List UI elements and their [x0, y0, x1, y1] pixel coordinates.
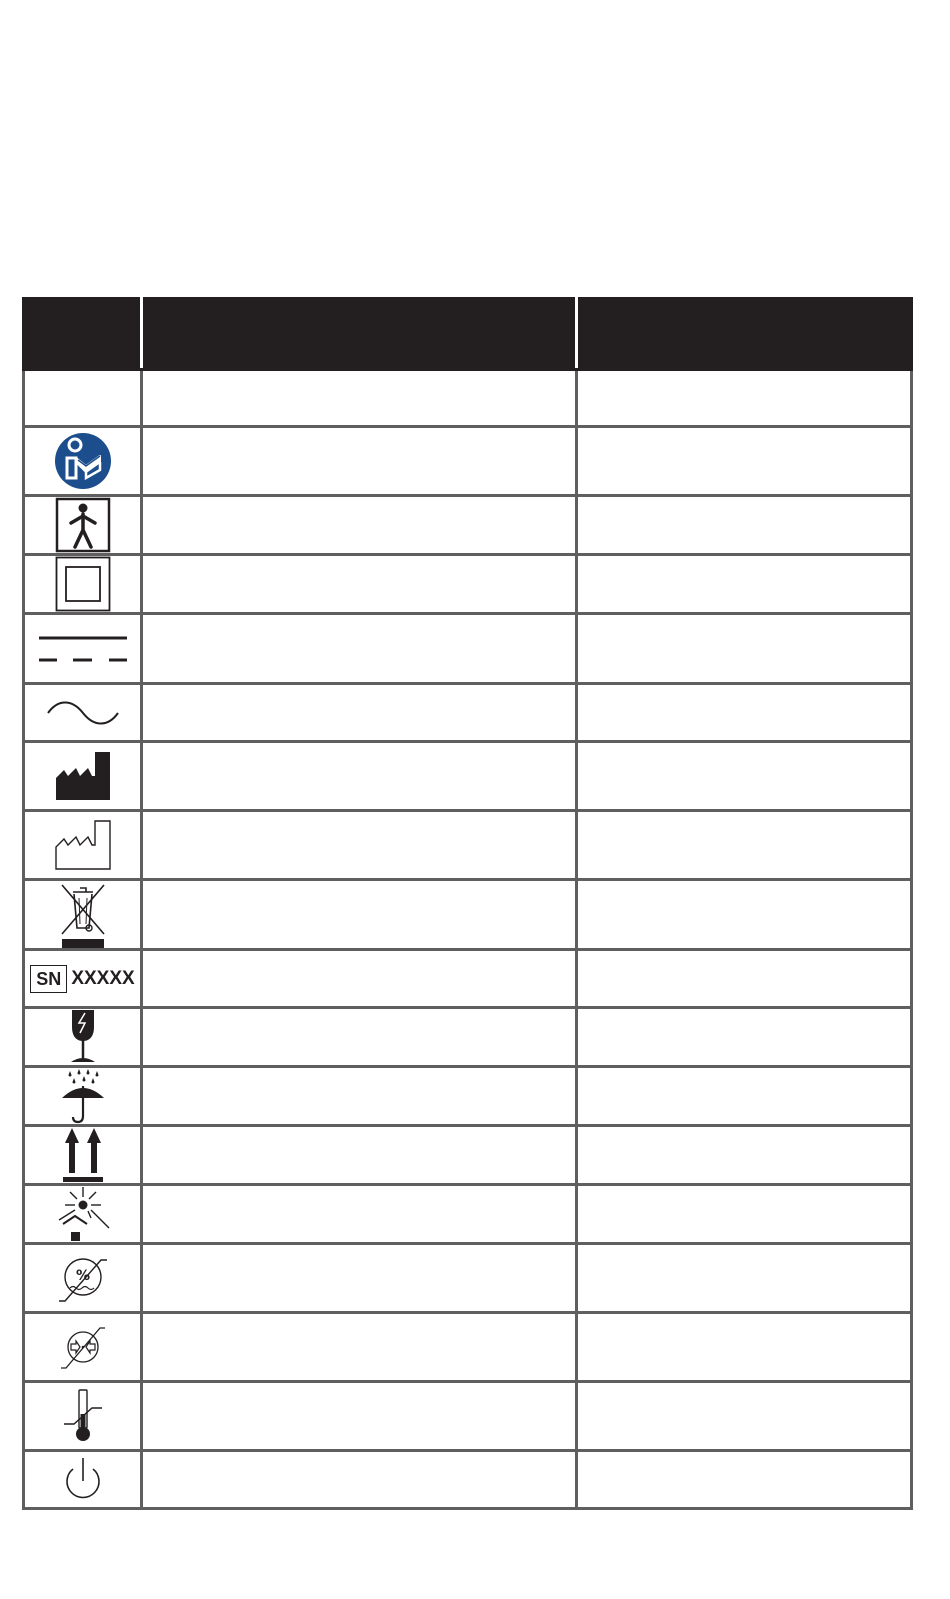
title-cell — [142, 1067, 577, 1126]
table-row — [24, 1382, 912, 1451]
title-cell — [142, 1451, 577, 1509]
description-cell — [577, 1382, 912, 1451]
header-symbol — [24, 299, 142, 370]
description-cell — [577, 555, 912, 614]
symbol-cell — [24, 1313, 142, 1382]
title-cell — [142, 811, 577, 880]
title-cell — [142, 614, 577, 684]
table-row — [24, 555, 912, 614]
table-row — [24, 496, 912, 555]
symbol-cell — [24, 742, 142, 811]
direct-current-icon — [38, 632, 128, 666]
symbol-cell — [24, 1126, 142, 1185]
description-cell — [577, 370, 912, 427]
sn-value: XXXXX — [71, 967, 135, 989]
table-row — [24, 614, 912, 684]
table-row — [24, 1008, 912, 1067]
this-way-up-icon — [61, 1127, 105, 1183]
symbol-cell — [24, 1008, 142, 1067]
title-cell — [142, 1126, 577, 1185]
symbol-cell — [24, 880, 142, 950]
humidity-limitation-icon — [58, 1250, 108, 1306]
table-row — [24, 742, 912, 811]
symbol-cell — [24, 496, 142, 555]
title-cell — [142, 742, 577, 811]
title-cell — [142, 1382, 577, 1451]
table-row — [24, 1067, 912, 1126]
table-row — [24, 1185, 912, 1244]
description-cell — [577, 1313, 912, 1382]
temperature-limit-icon — [60, 1388, 106, 1444]
title-cell — [142, 880, 577, 950]
title-cell — [142, 1244, 577, 1313]
description-cell — [577, 427, 912, 496]
title-cell — [142, 1008, 577, 1067]
description-cell — [577, 1008, 912, 1067]
table-row — [24, 880, 912, 950]
sn-label: SN — [30, 965, 67, 993]
symbol-cell — [24, 1451, 142, 1509]
symbol-cell — [24, 950, 142, 1008]
symbol-cell — [24, 1244, 142, 1313]
description-cell — [577, 1244, 912, 1313]
keep-dry-icon — [59, 1068, 107, 1124]
header-title — [142, 299, 577, 370]
keep-away-from-sunlight-icon — [55, 1186, 111, 1242]
title-cell — [142, 496, 577, 555]
symbol-cell — [24, 684, 142, 742]
symbol-cell — [24, 811, 142, 880]
alternating-current-icon — [46, 698, 120, 728]
title-cell — [142, 1313, 577, 1382]
description-cell — [577, 742, 912, 811]
description-cell — [577, 1185, 912, 1244]
description-cell — [577, 880, 912, 950]
manufacturer-icon — [54, 750, 112, 802]
power-standby-icon — [61, 1457, 105, 1503]
description-cell — [577, 1451, 912, 1509]
table-row — [24, 427, 912, 496]
symbol-table — [22, 297, 913, 1510]
date-of-manufacture-icon — [54, 819, 112, 871]
table-row — [24, 950, 912, 1008]
title-cell — [142, 950, 577, 1008]
title-cell — [142, 555, 577, 614]
serial-number-icon — [25, 965, 140, 993]
fragile-icon — [65, 1009, 101, 1065]
description-cell — [577, 1067, 912, 1126]
table-row — [24, 1126, 912, 1185]
table-row — [24, 370, 912, 427]
symbol-cell — [24, 614, 142, 684]
table-header — [24, 299, 912, 370]
symbol-cell — [24, 1185, 142, 1244]
description-cell — [577, 496, 912, 555]
title-cell — [142, 370, 577, 427]
table-row — [24, 811, 912, 880]
weee-disposal-icon — [58, 882, 108, 948]
title-cell — [142, 427, 577, 496]
symbol-cell — [24, 427, 142, 496]
table-row — [24, 1451, 912, 1509]
class-ii-equipment-icon — [55, 556, 111, 612]
header-description — [577, 299, 912, 370]
table-row — [24, 1313, 912, 1382]
table-row — [24, 684, 912, 742]
description-cell — [577, 811, 912, 880]
description-cell — [577, 950, 912, 1008]
description-cell — [577, 684, 912, 742]
atmospheric-pressure-limitation-icon — [60, 1322, 106, 1372]
read-manual-icon — [54, 432, 112, 490]
description-cell — [577, 1126, 912, 1185]
title-cell — [142, 1185, 577, 1244]
description-cell — [577, 614, 912, 684]
table-row — [24, 1244, 912, 1313]
svg-text:%: % — [75, 1268, 90, 1284]
symbol-cell — [24, 555, 142, 614]
type-bf-applied-part-icon — [55, 497, 111, 553]
symbol-cell — [24, 1067, 142, 1126]
title-cell — [142, 684, 577, 742]
symbol-cell — [24, 1382, 142, 1451]
symbol-cell — [24, 370, 142, 427]
